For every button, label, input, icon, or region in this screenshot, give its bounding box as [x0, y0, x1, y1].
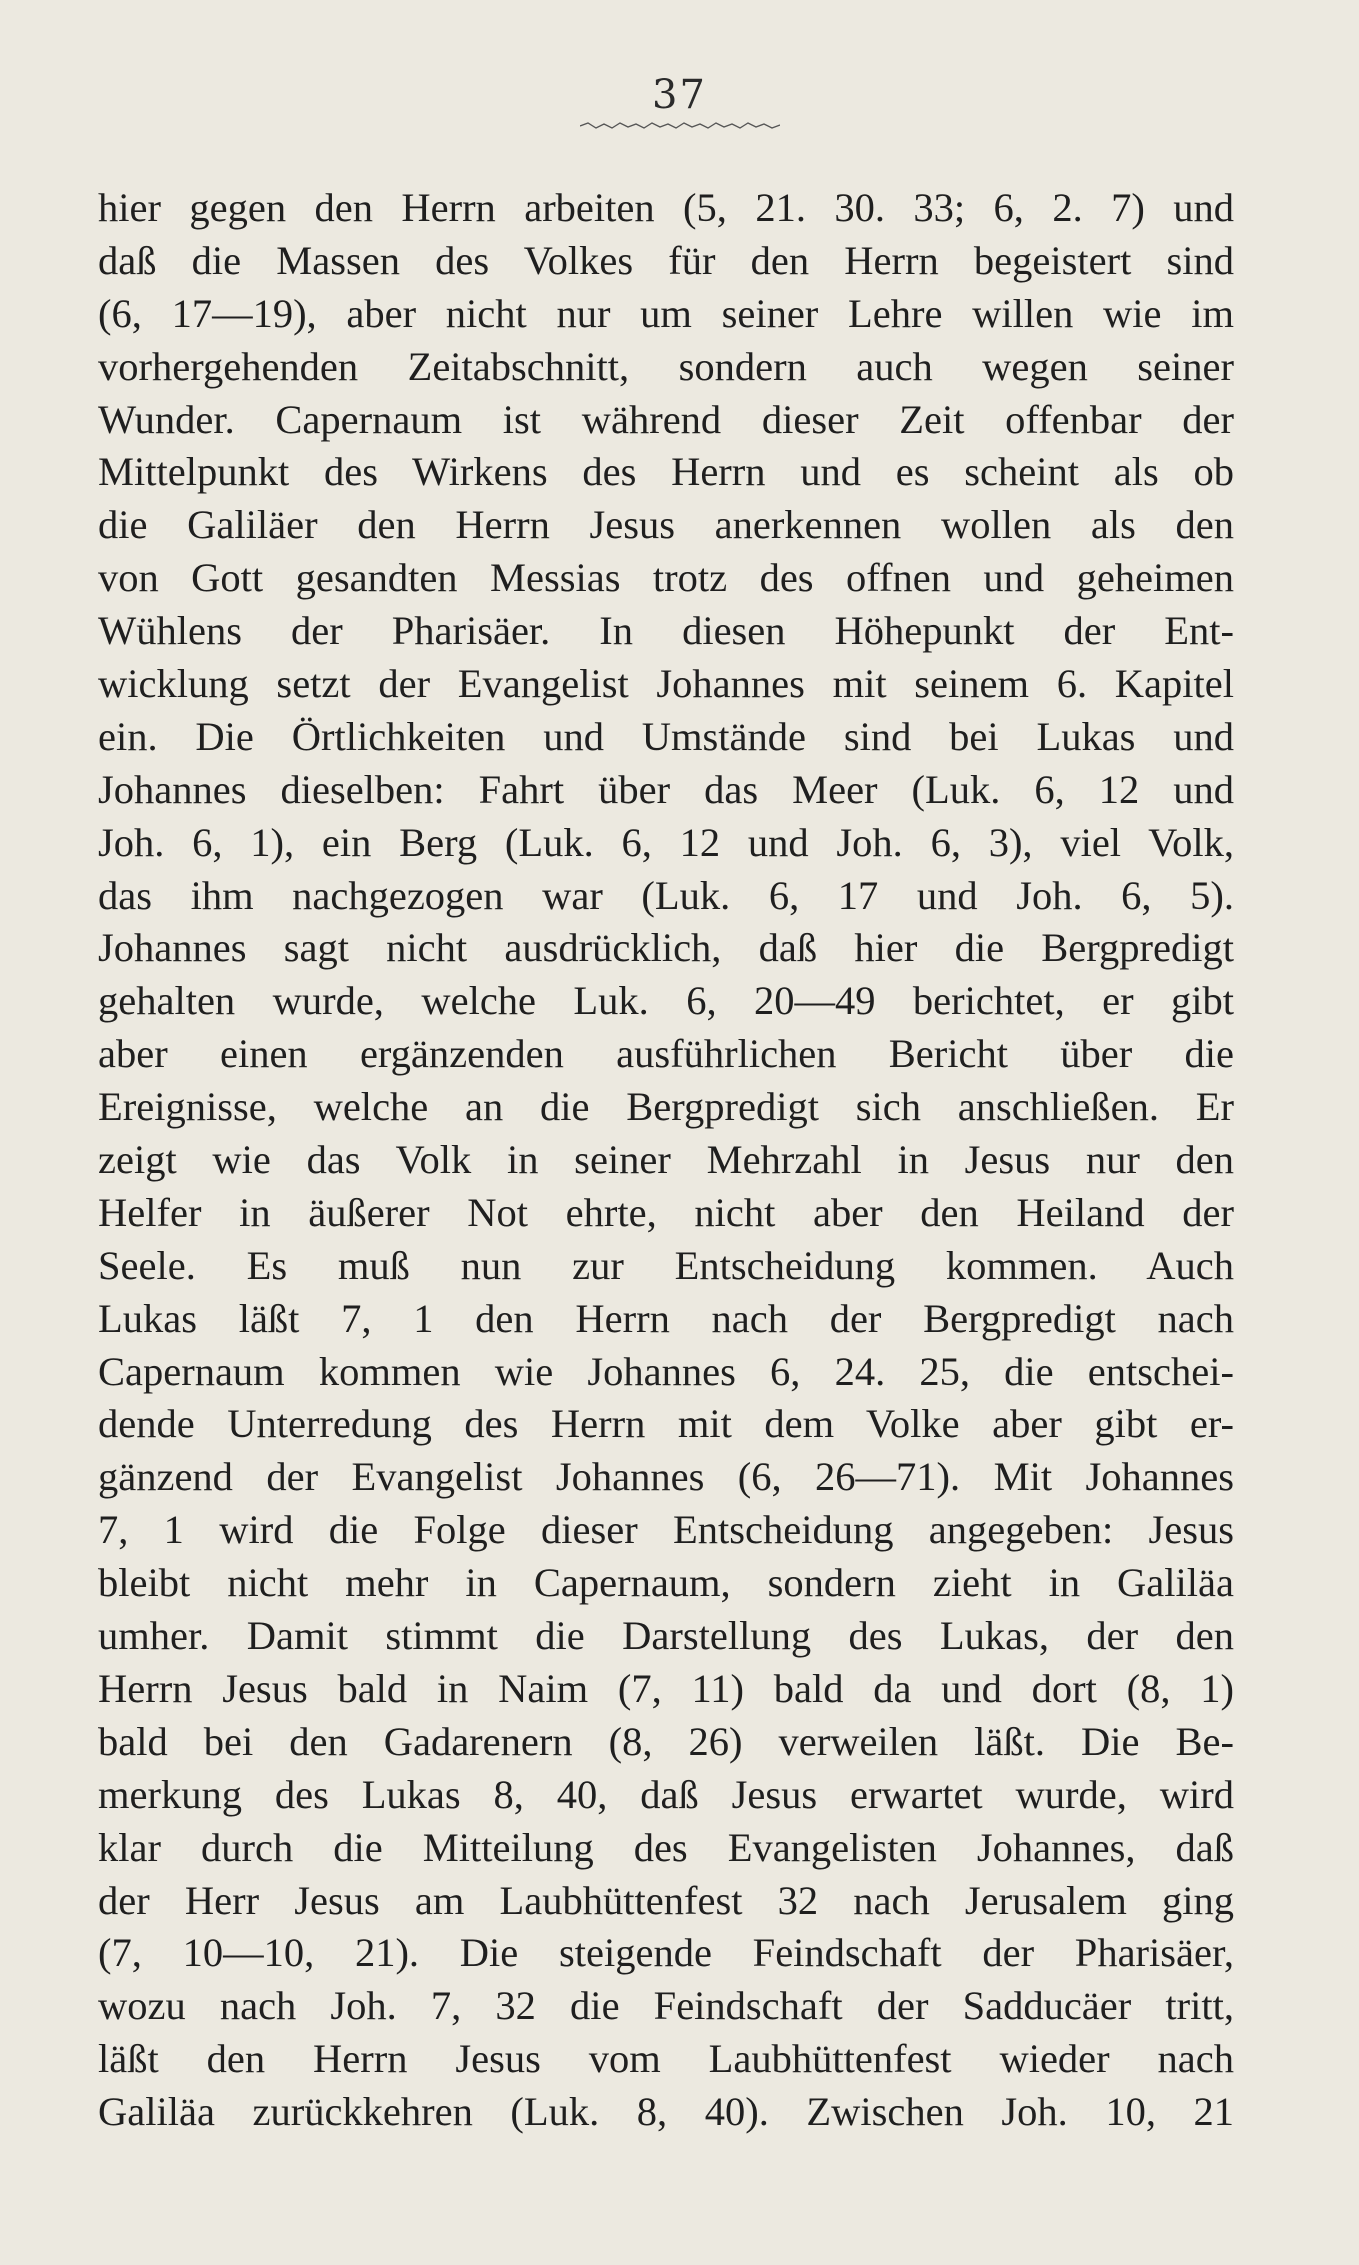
text-line: daß die Massen des Volkes für den Herrn begeistert sind: [98, 237, 1234, 283]
text-line: Capernaum kommen wie Johannes 6, 24. 25, die entschei-: [98, 1348, 1234, 1394]
text-line: merkung des Lukas 8, 40, daß Jesus erwartet wurde, wird: [98, 1771, 1234, 1817]
text-line: Herrn Jesus bald in Naim (7, 11) bald da und dort (8, 1): [98, 1665, 1234, 1711]
text-line: umher. Damit stimmt die Darstellung des Lukas, der den: [98, 1613, 1234, 1659]
text-line: gänzend der Evangelist Johannes (6, 26—71). Mit Johannes: [98, 1454, 1234, 1500]
decorative-rule: [580, 122, 780, 130]
text-line: zeigt wie das Volk in seiner Mehrzahl in Jesus nur den: [98, 1137, 1234, 1183]
text-line: (6, 17—19), aber nicht nur um seiner Lehre willen wie im: [98, 290, 1234, 336]
text-line: wicklung setzt der Evangelist Johannes mit seinem 6. Kapitel: [98, 661, 1234, 707]
text-line: Galiläa zurückkehren (Luk. 8, 40). Zwischen Joh. 10, 21: [98, 2089, 1234, 2135]
text-line: die Galiläer den Herrn Jesus anerkennen wollen als den: [98, 502, 1234, 548]
text-line: vorhergehenden Zeitabschnitt, sondern auch wegen seiner: [98, 343, 1234, 389]
text-line: Ereignisse, welche an die Bergpredigt sich anschließen. Er: [98, 1084, 1234, 1130]
text-line: bald bei den Gadarenern (8, 26) verweilen läßt. Die Be-: [98, 1718, 1234, 1764]
text-line: Johannes dieselben: Fahrt über das Meer (Luk. 6, 12 und: [98, 766, 1234, 812]
text-line: von Gott gesandten Messias trotz des offnen und geheimen: [98, 555, 1234, 601]
text-line: Helfer in äußerer Not ehrte, nicht aber den Heiland der: [98, 1189, 1234, 1235]
text-line: läßt den Herrn Jesus vom Laubhüttenfest wieder nach: [98, 2036, 1234, 2082]
text-line: Johannes sagt nicht ausdrücklich, daß hier die Bergpredigt: [98, 925, 1234, 971]
text-line: hier gegen den Herrn arbeiten (5, 21. 30. 33; 6, 2. 7) und: [98, 185, 1234, 230]
text-line: aber einen ergänzenden ausführlichen Bericht über die: [98, 1031, 1234, 1077]
text-line: wozu nach Joh. 7, 32 die Feindschaft der Sadducäer tritt,: [98, 1983, 1234, 2029]
text-line: der Herr Jesus am Laubhüttenfest 32 nach Jerusalem ging: [98, 1877, 1234, 1923]
text-line: klar durch die Mitteilung des Evangelisten Johannes, daß: [98, 1824, 1234, 1870]
page-number: 37: [652, 72, 707, 118]
page-header: [0, 72, 1359, 130]
text-line: gehalten wurde, welche Luk. 6, 20—49 berichtet, er gibt: [98, 978, 1234, 1024]
text-line: dende Unterredung des Herrn mit dem Volke aber gibt er-: [98, 1401, 1234, 1447]
body-text: [98, 182, 1234, 2139]
text-line: ein. Die Örtlichkeiten und Umstände sind bei Lukas und: [98, 713, 1234, 759]
text-line: das ihm nachgezogen war (Luk. 6, 17 und Joh. 6, 5).: [98, 872, 1234, 918]
text-line: Seele. Es muß nun zur Entscheidung kommen. Auch: [98, 1242, 1234, 1288]
text-line: bleibt nicht mehr in Capernaum, sondern zieht in Galiläa: [98, 1560, 1234, 1606]
text-line: Mittelpunkt des Wirkens des Herrn und es scheint als ob: [98, 449, 1234, 495]
text-line: (7, 10—10, 21). Die steigende Feindschaft der Pharisäer,: [98, 1930, 1234, 1976]
text-line: Wunder. Capernaum ist während dieser Zeit offenbar der: [98, 396, 1234, 442]
text-line: Lukas läßt 7, 1 den Herrn nach der Bergpredigt nach: [98, 1295, 1234, 1341]
text-line: Joh. 6, 1), ein Berg (Luk. 6, 12 und Joh. 6, 3), viel Volk,: [98, 819, 1234, 865]
text-line: Wühlens der Pharisäer. In diesen Höhepunkt der Ent-: [98, 608, 1234, 654]
text-line: 7, 1 wird die Folge dieser Entscheidung angegeben: Jesus: [98, 1507, 1234, 1553]
